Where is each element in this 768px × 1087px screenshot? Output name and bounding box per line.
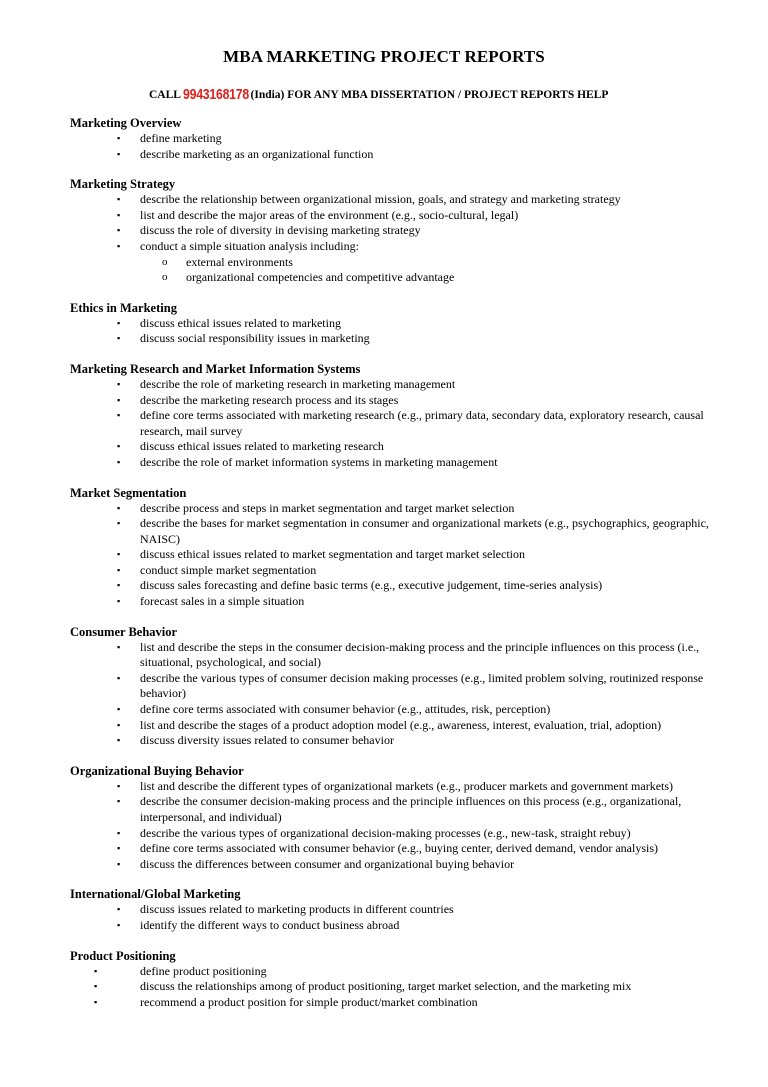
- section-gap: [70, 471, 730, 485]
- bullet-icon: ▪: [94, 981, 98, 992]
- list-item-text: describe the relationship between organizational mission, goals, and strategy and marketing strategy: [140, 192, 621, 207]
- bullet-icon: ▪: [117, 549, 121, 560]
- bullet-icon: ▪: [117, 564, 121, 575]
- bullet-icon: ▪: [117, 209, 121, 220]
- section: [70, 361, 730, 471]
- list-item-text: describe the consumer decision-making process and the principle influences on this process (e.g., organizational, interpersonal, and individual): [140, 794, 682, 824]
- bullet-icon: ▪: [117, 225, 121, 236]
- list-item-text: discuss social responsibility issues in marketing: [140, 331, 370, 346]
- list-item: [70, 239, 730, 286]
- list-item: [70, 192, 730, 208]
- bullet-icon: ▪: [94, 965, 98, 976]
- list-item: [70, 223, 730, 239]
- call-line: [149, 86, 608, 104]
- list-item-text: recommend a product position for simple product/market combination: [140, 994, 478, 1009]
- list-item: [70, 594, 730, 610]
- list-item-text: discuss the relationships among of product positioning, target market selection, and the marketing mix: [140, 979, 632, 994]
- circle-bullet-icon: o: [162, 271, 168, 284]
- list-item: [70, 439, 730, 455]
- bullet-icon: ▪: [117, 580, 121, 591]
- section-heading: International/Global Marketing: [70, 887, 241, 902]
- bullet-icon: ▪: [117, 672, 121, 683]
- list-item: [70, 718, 730, 734]
- section: [70, 115, 730, 162]
- list-item-text: define core terms associated with marketing research (e.g., primary data, secondary data, exploratory research, causal research, mail survey: [140, 408, 704, 438]
- bullet-icon: ▪: [117, 641, 121, 652]
- list-item: [70, 826, 730, 842]
- sub-bullet-list: [140, 255, 730, 286]
- list-item: [70, 563, 730, 579]
- bullet-icon: ▪: [117, 796, 121, 807]
- bullet-icon: ▪: [117, 194, 121, 205]
- bullet-icon: ▪: [117, 827, 121, 838]
- bullet-icon: ▪: [117, 919, 121, 930]
- list-item-text: list and describe the stages of a product adoption model (e.g., awareness, interest, evaluation, trial, adoption): [140, 717, 662, 732]
- list-item-text: define marketing: [140, 131, 222, 145]
- bullet-list: [70, 192, 730, 286]
- list-item: [70, 455, 730, 471]
- section-heading: Product Positioning: [70, 948, 176, 963]
- bullet-list: [70, 902, 730, 933]
- bullet-icon: ▪: [117, 378, 121, 389]
- list-item: [70, 794, 730, 825]
- section-gap: [70, 610, 730, 624]
- sub-list-item-text: external environments: [186, 254, 293, 269]
- bullet-icon: ▪: [117, 843, 121, 854]
- list-item-text: discuss the role of diversity in devising marketing strategy: [140, 223, 421, 238]
- list-item: [70, 408, 730, 439]
- section-heading: Organizational Buying Behavior: [70, 763, 244, 778]
- section-heading: Consumer Behavior: [70, 624, 178, 639]
- bullet-icon: ▪: [117, 518, 121, 529]
- list-item: [70, 547, 730, 563]
- bullet-icon: ▪: [117, 596, 121, 607]
- list-item: [70, 640, 730, 671]
- bullet-icon: ▪: [117, 317, 121, 328]
- bullet-icon: ▪: [117, 858, 121, 869]
- section-gap: [70, 749, 730, 763]
- bullet-icon: ▪: [117, 719, 121, 730]
- bullet-icon: ▪: [94, 996, 98, 1007]
- list-item-text: define core terms associated with consumer behavior (e.g., attitudes, risk, perception): [140, 702, 551, 717]
- bullet-icon: ▪: [117, 133, 121, 143]
- list-item: [70, 208, 730, 224]
- list-item-text: identify the different ways to conduct business abroad: [140, 917, 400, 932]
- document-body: [70, 115, 730, 1010]
- section: [70, 624, 730, 749]
- list-item-text: describe marketing as an organizational function: [140, 146, 374, 161]
- sub-list-item-text: organizational competencies and competitive advantage: [186, 270, 455, 285]
- bullet-icon: ▪: [117, 410, 121, 421]
- bullet-icon: ▪: [117, 780, 121, 791]
- bullet-icon: ▪: [117, 333, 121, 344]
- section-heading: Marketing Strategy: [70, 177, 176, 192]
- bullet-icon: ▪: [117, 704, 121, 715]
- bullet-icon: ▪: [117, 456, 121, 467]
- bullet-list: [70, 316, 730, 347]
- list-item-text: describe the various types of consumer decision making processes (e.g., limited problem solving, routinized response behavior): [140, 670, 704, 701]
- bullet-icon: ▪: [117, 441, 121, 452]
- bullet-icon: ▪: [117, 240, 121, 251]
- list-item: [70, 979, 730, 995]
- sub-list-item: [140, 255, 730, 271]
- page-title: MBA MARKETING PROJECT REPORTS: [223, 47, 545, 66]
- list-item: [70, 902, 730, 918]
- bullet-icon: ▪: [117, 735, 121, 746]
- list-item-text: discuss diversity issues related to consumer behavior: [140, 733, 394, 748]
- list-item: [70, 393, 730, 409]
- section: [70, 886, 730, 933]
- list-item-text: discuss ethical issues related to marketing: [140, 315, 341, 330]
- list-item-text: list and describe the different types of organizational markets (e.g., producer markets and government markets): [140, 778, 674, 793]
- section-gap: [70, 286, 730, 300]
- list-item-text: list and describe the steps in the consumer decision-making process and the principle influences on this process (i.e., situational, psychological, and social): [140, 639, 700, 670]
- section-gap: [70, 872, 730, 886]
- bullet-list: [70, 640, 730, 749]
- list-item: [70, 578, 730, 594]
- bullet-list: [70, 964, 730, 1011]
- bullet-list: [70, 131, 730, 162]
- list-item: [70, 147, 730, 163]
- section-gap: [70, 934, 730, 948]
- bullet-list: [70, 501, 730, 610]
- list-item-text: describe the marketing research process and its stages: [140, 392, 399, 407]
- section-heading: Marketing Overview: [70, 116, 182, 130]
- bullet-icon: ▪: [117, 904, 121, 915]
- section: [70, 763, 730, 873]
- bullet-list: [70, 779, 730, 873]
- list-item: [70, 995, 730, 1011]
- list-item: [70, 733, 730, 749]
- section-heading: Ethics in Marketing: [70, 300, 177, 315]
- list-item-text: describe process and steps in market segmentation and target market selection: [140, 500, 515, 515]
- section: [70, 300, 730, 347]
- list-item: [70, 377, 730, 393]
- list-item-text: describe the bases for market segmentation in consumer and organizational markets (e.g., psychographics, geographic, NAISC): [140, 516, 709, 546]
- section-heading: Marketing Research and Market Information Systems: [70, 361, 361, 376]
- phone-number: 9943168178: [183, 86, 250, 103]
- list-item-text: describe the role of marketing research in marketing management: [140, 376, 456, 391]
- list-item-text: forecast sales in a simple situation: [140, 594, 305, 609]
- list-item-text: conduct simple market segmentation: [140, 562, 317, 577]
- section: [70, 485, 730, 610]
- section-gap: [70, 347, 730, 361]
- list-item: [70, 857, 730, 873]
- list-item-text: discuss the differences between consumer and organizational buying behavior: [140, 856, 515, 871]
- list-item-text: list and describe the major areas of the environment (e.g., socio-cultural, legal): [140, 207, 519, 222]
- list-item: [70, 702, 730, 718]
- bullet-list: [70, 377, 730, 471]
- list-item: [70, 501, 730, 517]
- list-item: [70, 964, 730, 980]
- bullet-icon: ▪: [117, 502, 121, 513]
- list-item: [70, 316, 730, 332]
- list-item-text: define core terms associated with consumer behavior (e.g., buying center, derived demand, vendor analysis): [140, 841, 659, 856]
- list-item: [70, 131, 730, 147]
- bullet-icon: ▪: [117, 148, 121, 159]
- section-gap: [70, 162, 730, 176]
- list-item: [70, 331, 730, 347]
- list-item-text: describe the various types of organizational decision-making processes (e.g., new-task, straight rebuy): [140, 825, 631, 840]
- list-item: [70, 516, 730, 547]
- section: [70, 948, 730, 1011]
- bullet-icon: ▪: [117, 394, 121, 405]
- list-item-text: discuss issues related to marketing products in different countries: [140, 902, 454, 917]
- list-item-text: define product positioning: [140, 963, 267, 978]
- sub-list-item: [140, 270, 730, 286]
- list-item: [70, 671, 730, 702]
- list-item: [70, 841, 730, 857]
- list-item-text: discuss sales forecasting and define basic terms (e.g., executive judgement, time-series analysis): [140, 578, 603, 593]
- call-suffix: (India) FOR ANY MBA DISSERTATION / PROJECT REPORTS HELP: [250, 89, 609, 101]
- list-item-text: conduct a simple situation analysis including:: [140, 238, 359, 253]
- section-heading: Market Segmentation: [70, 485, 187, 500]
- call-prefix: CALL: [149, 89, 181, 101]
- list-item: [70, 779, 730, 795]
- circle-bullet-icon: o: [162, 255, 168, 268]
- section: [70, 176, 730, 286]
- list-item-text: describe the role of market information systems in marketing management: [140, 454, 498, 469]
- list-item: [70, 918, 730, 934]
- list-item-text: discuss ethical issues related to market segmentation and target market selection: [140, 547, 525, 562]
- list-item-text: discuss ethical issues related to marketing research: [140, 439, 384, 454]
